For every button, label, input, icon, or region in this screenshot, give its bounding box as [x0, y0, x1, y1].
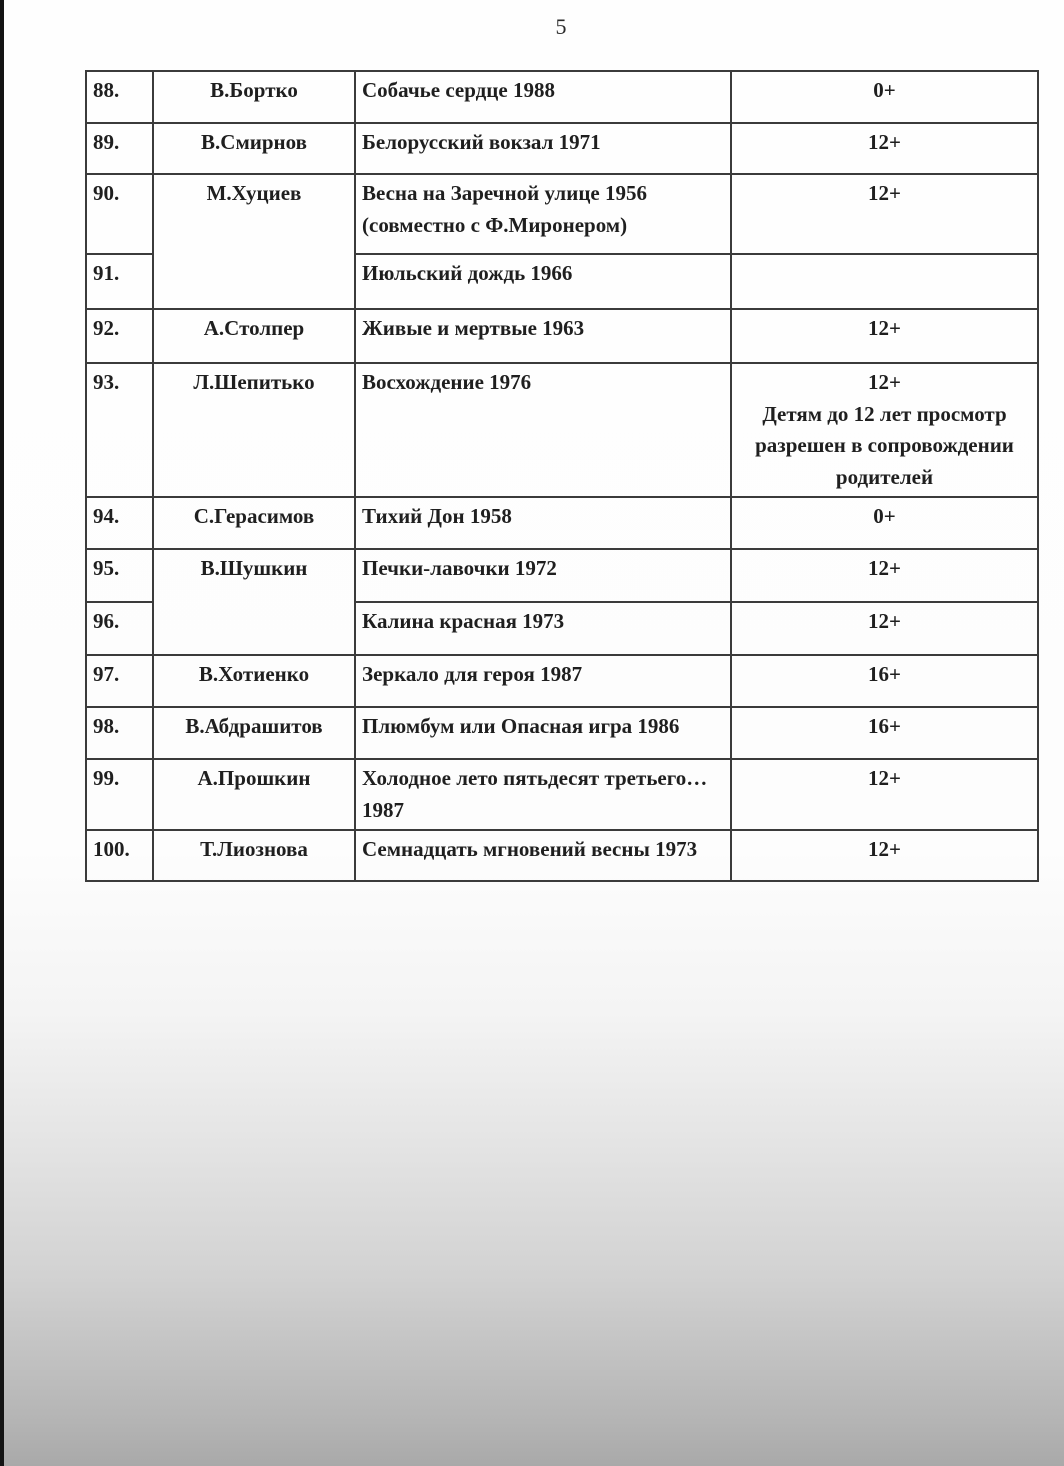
row-number-cell: 99.: [86, 759, 153, 830]
table-row: [86, 71, 1038, 123]
row-number-cell: 94.: [86, 497, 153, 549]
director-cell: В.Смирнов: [153, 123, 355, 174]
film-title-cell: Восхождение 1976: [355, 363, 731, 497]
row-number-cell: 93.: [86, 363, 153, 497]
table-row: [86, 123, 1038, 174]
table-row: [86, 707, 1038, 759]
rating-value: 12+: [868, 370, 901, 394]
film-title-cell: Плюмбум или Опасная игра 1986: [355, 707, 731, 759]
director-cell: Л.Шепитько: [153, 363, 355, 497]
rating-cell: 0+: [731, 71, 1038, 123]
film-title-cell: Зеркало для героя 1987: [355, 655, 731, 707]
table-row: [86, 174, 1038, 254]
director-cell: В.Бортко: [153, 71, 355, 123]
film-title-cell: Весна на Заречной улице 1956 (совместно с Ф.Миронером): [355, 174, 731, 254]
film-title-cell: Печки-лавочки 1972: [355, 549, 731, 602]
row-number-cell: 98.: [86, 707, 153, 759]
row-number-cell: 90.: [86, 174, 153, 254]
director-cell: В.Абдрашитов: [153, 707, 355, 759]
table-row: [86, 363, 1038, 497]
director-cell: В.Шушкин: [153, 549, 355, 655]
film-title-cell: Семнадцать мгновений весны 1973: [355, 830, 731, 881]
row-number-cell: 88.: [86, 71, 153, 123]
rating-cell: [731, 254, 1038, 309]
rating-cell: 0+: [731, 497, 1038, 549]
director-cell: С.Герасимов: [153, 497, 355, 549]
row-number-cell: 91.: [86, 254, 153, 309]
page-number: 5: [555, 14, 567, 39]
rating-cell: 12+: [731, 830, 1038, 881]
film-title-cell: Живые и мертвые 1963: [355, 309, 731, 363]
film-title-cell: Белорусский вокзал 1971: [355, 123, 731, 174]
row-number-cell: 100.: [86, 830, 153, 881]
table-row: [86, 309, 1038, 363]
film-title-cell: Собачье сердце 1988: [355, 71, 731, 123]
rating-cell: 12+: [731, 123, 1038, 174]
films-table: [85, 70, 1039, 882]
row-number-cell: 89.: [86, 123, 153, 174]
table-row: [86, 830, 1038, 881]
rating-cell: 12+: [731, 602, 1038, 655]
director-cell: А.Прошкин: [153, 759, 355, 830]
film-title-cell: Июльский дождь 1966: [355, 254, 731, 309]
row-number-cell: 95.: [86, 549, 153, 602]
film-title-cell: Холодное лето пятьдесят третьего…1987: [355, 759, 731, 830]
rating-cell: 16+: [731, 707, 1038, 759]
director-cell: Т.Лиознова: [153, 830, 355, 881]
rating-cell: 12+: [731, 549, 1038, 602]
row-number-cell: 97.: [86, 655, 153, 707]
row-number-cell: 96.: [86, 602, 153, 655]
rating-cell: 12+: [731, 759, 1038, 830]
row-number-cell: 92.: [86, 309, 153, 363]
table-row: [86, 655, 1038, 707]
film-title-cell: Тихий Дон 1958: [355, 497, 731, 549]
rating-cell: [731, 363, 1038, 497]
table-row: [86, 759, 1038, 830]
left-edge-strip: [0, 0, 4, 1466]
director-cell: М.Хуциев: [153, 174, 355, 309]
rating-cell: 12+: [731, 174, 1038, 254]
table-row: [86, 497, 1038, 549]
rating-cell: 16+: [731, 655, 1038, 707]
rating-cell: 12+: [731, 309, 1038, 363]
director-cell: В.Хотиенко: [153, 655, 355, 707]
table-row: [86, 549, 1038, 602]
rating-note: Детям до 12 лет просмотр разрешен в сопровождении родителей: [755, 401, 1014, 489]
film-title-cell: Калина красная 1973: [355, 602, 731, 655]
director-cell: А.Столпер: [153, 309, 355, 363]
